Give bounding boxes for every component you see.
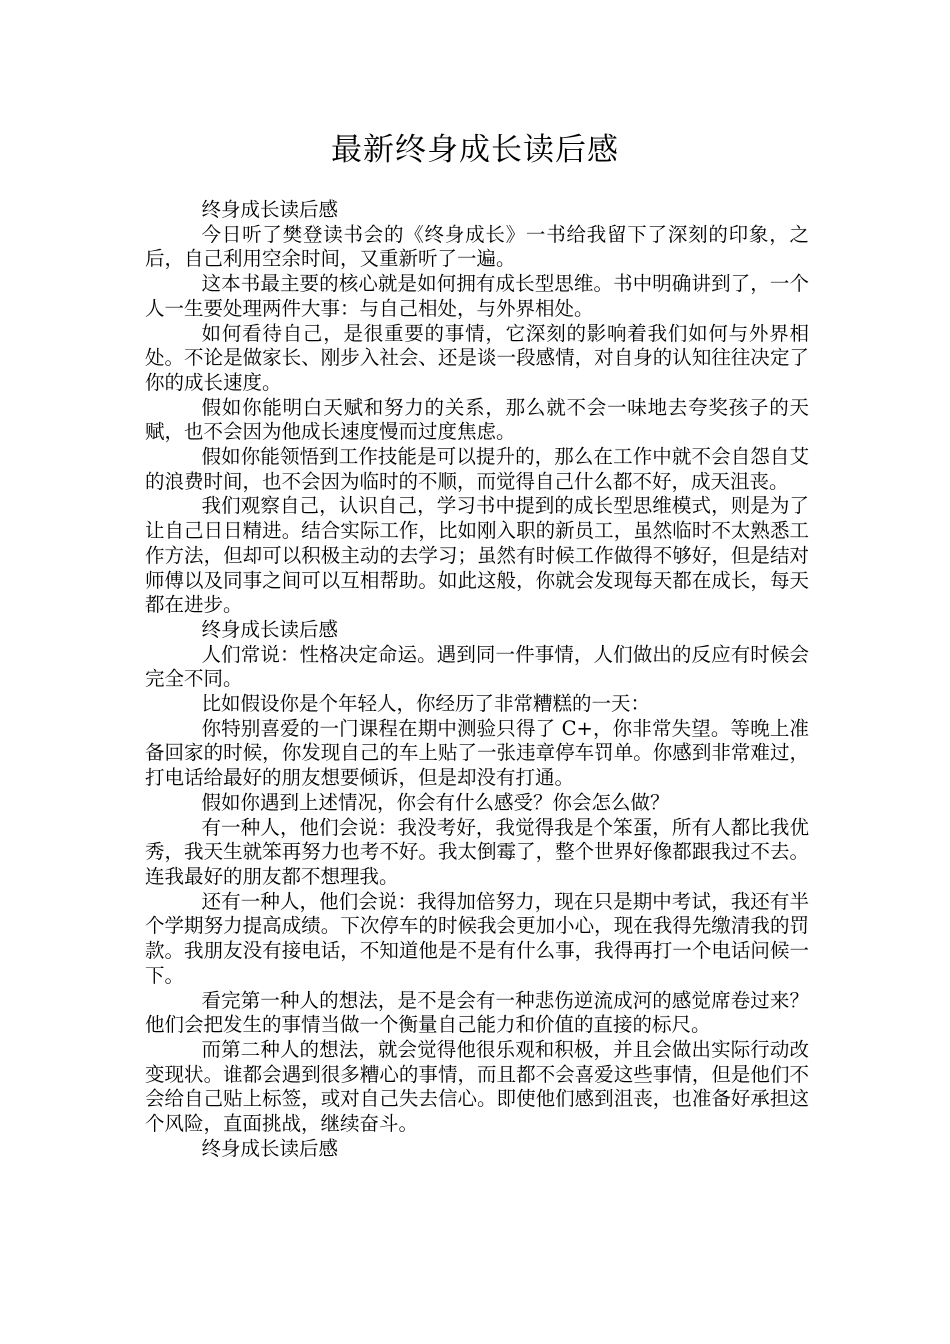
- paragraph: 你特别喜爱的一门课程在期中测验只得了 C+，你非常失望。等晚上准备回家的时候，你发现自己的车上贴了一张违章停车罚单。你感到非常难过，打电话给最好的朋友想要倾诉，但是却没有打通。: [145, 716, 809, 790]
- paragraph: 我们观察自己，认识自己，学习书中提到的成长型思维模式，则是为了让自己日日精进。结合实际工作，比如刚入职的新员工，虽然临时不太熟悉工作方法，但却可以积极主动的去学习；虽然有时候工作做得不够好，但是结对师傅以及同事之间可以互相帮助。如此这般，你就会发现每天都在成长，每天都在进步。: [145, 494, 809, 617]
- section-heading: 终身成长读后感: [201, 1136, 339, 1160]
- paragraph: 而第二种人的想法，就会觉得他很乐观和积极，并且会做出实际行动改变现状。谁都会遇到很多糟心的事情，而且都不会喜爱这些事情，但是他们不会给自己贴上标签，或对自己失去信心。即使他们感到沮丧，也准备好承担这个风险，直面挑战，继续奋斗。: [145, 1037, 809, 1136]
- paragraph: 假如你能领悟到工作技能是可以提升的，那么在工作中就不会自怨自艾的浪费时间，也不会因为临时的不顺，而觉得自己什么都不好，成天沮丧。: [145, 445, 809, 493]
- paragraph: 假如你遇到上述情况，你会有什么感受？你会怎么做？: [201, 790, 670, 814]
- document-title: 最新终身成长读后感: [331, 132, 619, 168]
- paragraph: 如何看待自己，是很重要的事情，它深刻的影响着我们如何与外界相处。不论是做家长、刚步入社会、还是谈一段感情，对自身的认知往往决定了你的成长速度。: [145, 321, 809, 394]
- document-body: [145, 198, 809, 1161]
- paragraph: 看完第一种人的想法，是不是会有一种悲伤逆流成河的感觉席卷过来？他们会把发生的事情当做一个衡量自己能力和价值的直接的标尺。: [145, 988, 809, 1037]
- section-heading: 终身成长读后感: [201, 198, 339, 221]
- paragraph: 这本书最主要的核心就是如何拥有成长型思维。书中明确讲到了，一个人一生要处理两件大事：与自己相处，与外界相处。: [145, 272, 809, 320]
- paragraph: 还有一种人，他们会说：我得加倍努力，现在只是期中考试，我还有半个学期努力提高成绩。下次停车的时候我会更加小心，现在我得先缴清我的罚款。我朋友没有接电话，不知道他是不是有什么事，我得再打一个电话问候一下。: [145, 889, 809, 987]
- section-heading: 终身成长读后感: [201, 617, 339, 641]
- paragraph: 今日听了樊登读书会的《终身成长》一书给我留下了深刻的印象，之后，自己利用空余时间，又重新听了一遍。: [145, 222, 809, 271]
- paragraph: 有一种人，他们会说：我没考好，我觉得我是个笨蛋，所有人都比我优秀，我天生就笨再努力也考不好。我太倒霉了，整个世界好像都跟我过不去。连我最好的朋友都不想理我。: [145, 815, 809, 888]
- paragraph: 人们常说：性格决定命运。遇到同一件事情，人们做出的反应有时候会完全不同。: [145, 642, 809, 691]
- paragraph: 假如你能明白天赋和努力的关系，那么就不会一味地去夸奖孩子的天赋，也不会因为他成长速度慢而过度焦虑。: [145, 395, 809, 444]
- paragraph: 比如假设你是个年轻人，你经历了非常糟糕的一天：: [201, 692, 651, 716]
